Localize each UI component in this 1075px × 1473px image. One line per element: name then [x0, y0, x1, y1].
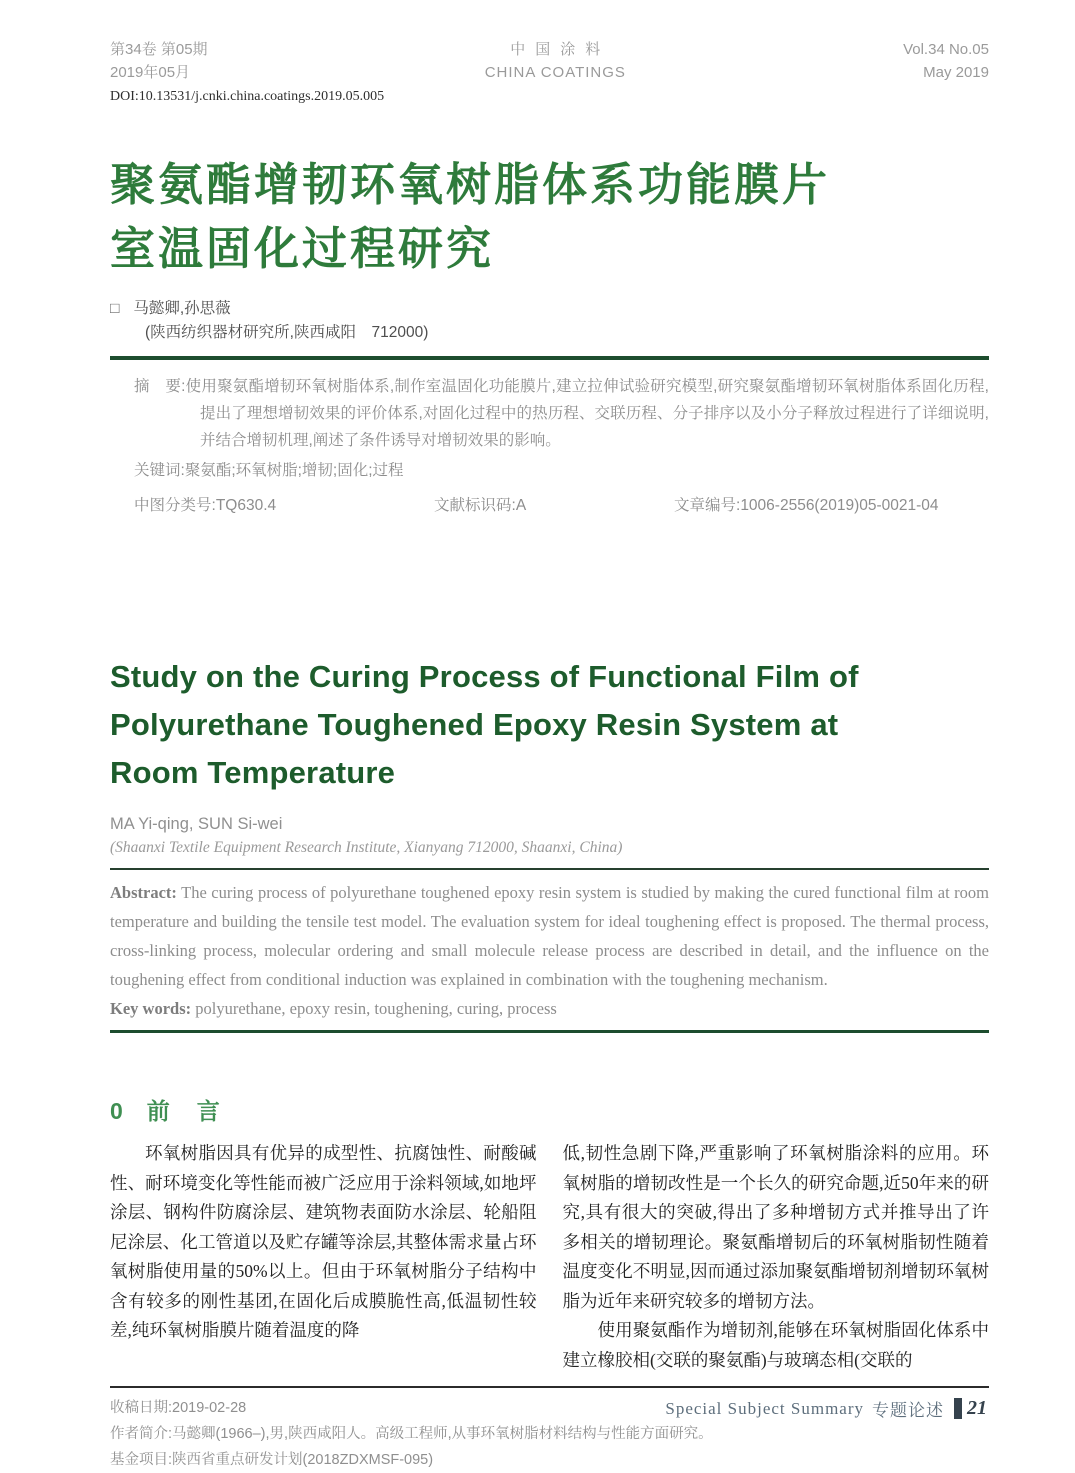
- footnote-received-value: 2019-02-28: [172, 1400, 247, 1416]
- abstract-en-label: Abstract:: [110, 883, 177, 902]
- date-en: May 2019: [923, 64, 989, 81]
- body-columns: [110, 1139, 989, 1375]
- divider-thick-green: [110, 356, 989, 360]
- body-column-right: [563, 1139, 990, 1375]
- abstract-cn-block: [134, 373, 989, 519]
- authors-en: MA Yi-qing, SUN Si-wei: [110, 815, 283, 833]
- document-code: [434, 492, 674, 519]
- page-footer: [665, 1396, 987, 1421]
- footer-section-label-cn: 专题论述: [872, 1401, 944, 1420]
- abstract-en-text: The curing process of polyurethane toughened epoxy resin system is studied by making the cured functional film at room temperature and building the tensile test model. The evaluation system for ideal toughening effect is proposed. The thermal process, cross-linking process, molecular ordering and small molecule release process are described in detail, and the influence on the toughening effect from conditional induction was explained in combination with the toughening mechanism.: [110, 883, 989, 989]
- authors-cn: [110, 297, 989, 345]
- footnote-fund-label: 基金项目:: [110, 1452, 173, 1468]
- authors-cn-affiliation: (陕西纺织器材研究所,陕西咸阳 712000): [145, 324, 429, 341]
- divider-green-bottom: [110, 1030, 989, 1033]
- abstract-en: [110, 878, 989, 994]
- article-title-cn-line1: 聚氨酯增韧环氧树脂体系功能膜片: [110, 159, 831, 210]
- journal-name-cn: 中国涂料: [510, 41, 611, 58]
- page-number: 21: [967, 1397, 987, 1419]
- classification-row: [134, 492, 989, 519]
- volume-issue-en: Vol.34 No.05: [903, 41, 989, 58]
- document-code-value: A: [515, 497, 527, 514]
- authors-en-affiliation: (Shaanxi Textile Equipment Research Institute, Xianyang 712000, Shaanxi, China): [110, 839, 623, 856]
- header-right: [903, 38, 989, 84]
- author-marker-square: □: [110, 300, 120, 317]
- footnote-fund-value: 陕西省重点研发计划(2018ZDXMSF-095): [172, 1452, 434, 1468]
- clc-value: TQ630.4: [215, 497, 277, 514]
- body-paragraph-2: 使用聚氨酯作为增韧剂,能够在环氧树脂固化体系中建立橡胶相(交联的聚氨酯)与玻璃态相(交联的: [562, 1320, 989, 1370]
- abstract-cn: [134, 373, 989, 454]
- section-0-number: 0: [110, 1098, 125, 1124]
- body-paragraph-1-continued: 低,韧性急剧下降,严重影响了环氧树脂涂料的应用。环氧树脂的增韧改性是一个长久的研究命题,近50年来的研究,具有很大的突破,得出了多种增韧方式并推导出了许多相关的增韧理论。聚氨酯增韧后的环氧树脂韧性随着温度变化不明显,因而通过添加聚氨酯增韧剂增韧环氧树脂为近年来研究较多的增韧方法。: [562, 1143, 989, 1311]
- journal-name-en: CHINA COATINGS: [484, 64, 626, 81]
- abstract-cn-text: 使用聚氨酯增韧环氧树脂体系,制作室温固化功能膜片,建立拉伸试验研究模型,研究聚氨酯增韧环氧树脂体系固化历程,提出了理想增韧效果的评价体系,对固化过程中的热历程、交联历程、分子排序以及小分子释放过程进行了详细说明,并结合增韧机理,阐述了条件诱导对增韧效果的影响。: [185, 378, 989, 449]
- keywords-cn-text: 聚氨酯;环氧树脂;增韧;固化;过程: [184, 462, 404, 479]
- authors-cn-names: 马懿卿,孙思薇: [133, 300, 231, 317]
- volume-issue-cn: 第34卷 第05期: [110, 41, 208, 58]
- article-title-cn: [110, 153, 989, 281]
- body-column-left: [110, 1139, 537, 1375]
- authors-cn-names-row: [110, 297, 989, 321]
- section-0-title: 前 言: [146, 1098, 222, 1124]
- footnote-received-label: 收稿日期:: [110, 1400, 173, 1416]
- clc-label: 中图分类号:: [134, 497, 216, 514]
- doi: DOI:10.13531/j.cnki.china.coatings.2019.05.005: [110, 89, 385, 104]
- footnote-divider: [110, 1386, 989, 1388]
- keywords-en-label: Key words:: [110, 999, 192, 1018]
- footnote-bio: [110, 1421, 989, 1447]
- footer-section-label-en: Special Subject Summary: [665, 1398, 864, 1418]
- header-left: [110, 38, 208, 84]
- body-paragraph-1: 环氧树脂因具有优异的成型性、抗腐蚀性、耐酸碱性、耐环境变化等性能而被广泛应用于涂料领域,如地坪涂层、钢构件防腐涂层、建筑物表面防水涂层、轮船阻尼涂层、化工管道以及贮存罐等涂层,其整体需求量占环氧树脂使用量的50%以上。但由于环氧树脂分子结构中含有较多的刚性基团,在固化后成膜脆性高,低温韧性较差,纯环氧树脂膜片随着温度的降: [110, 1143, 537, 1340]
- clc-number: [134, 492, 434, 519]
- article-id: [674, 492, 939, 519]
- footer-bar-icon: [954, 1398, 962, 1419]
- keywords-cn-label: 关键词:: [134, 462, 185, 479]
- journal-header: [110, 38, 989, 84]
- keywords-en: [110, 994, 989, 1023]
- article-title-en: Study on the Curing Process of Functional Film of Polyurethane Toughened Epoxy Resin System at Room Temperature: [110, 659, 859, 790]
- article-title-cn-line2: 室温固化过程研究: [110, 223, 495, 274]
- abstract-cn-label: 摘 要:: [134, 378, 186, 395]
- footnote-bio-label: 作者简介:: [110, 1426, 173, 1442]
- keywords-en-text: polyurethane, epoxy resin, toughening, curing, process: [191, 999, 557, 1018]
- section-0-heading: [110, 1093, 989, 1126]
- document-code-label: 文献标识码:: [434, 497, 516, 514]
- keywords-cn: [134, 457, 989, 484]
- divider-thin: [110, 868, 989, 870]
- header-center: [485, 38, 626, 84]
- article-id-label: 文章编号:: [674, 497, 741, 514]
- footnote-bio-value: 马懿卿(1966–),男,陕西咸阳人。高级工程师,从事环氧树脂材料结构与性能方面研究。: [172, 1426, 713, 1442]
- article-id-value: 1006-2556(2019)05-0021-04: [740, 497, 939, 514]
- abstract-en-block: [110, 878, 989, 1023]
- footnote-fund: [110, 1447, 989, 1473]
- date-cn: 2019年05月: [110, 64, 191, 81]
